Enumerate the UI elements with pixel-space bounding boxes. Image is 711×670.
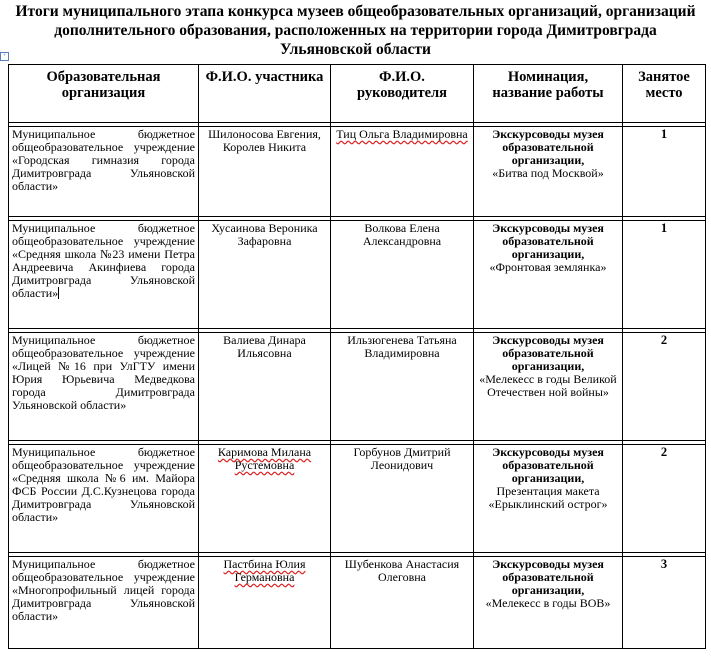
leader-cell: Ильзюгенева Татьяна Владимировна: [331, 333, 474, 441]
participant-name: Каримова Милана Рустемовна: [217, 445, 312, 472]
table-header-row: [9, 65, 706, 123]
title-line-1: Итоги муниципального этапа конкурса музеев общеобразовательных организаций, организаций: [15, 3, 696, 20]
table-row: [9, 445, 706, 553]
nomination-title: Экскурсоводы музея образовательной организации,: [492, 127, 604, 167]
document-title: [8, 2, 703, 59]
org-cell: Муниципальное бюджетное общеобразовательное учреждение «Средняя школа №6 им. Майора ФСБ России Д.С.Кузнецова города Димитровграда Ульяновской области»: [9, 445, 199, 553]
org-cell: [9, 221, 199, 329]
table-row: [9, 221, 706, 329]
header-participant: Ф.И.О. участника: [199, 65, 331, 123]
table-row: [9, 333, 706, 441]
nomination-title: Экскурсоводы музея образовательной организации,: [492, 333, 604, 373]
leader-cell: Волкова Елена Александровна: [331, 221, 474, 329]
table-move-handle-icon[interactable]: +: [0, 52, 9, 61]
text-cursor: [58, 287, 59, 299]
participant-name: Пастбина Юлия Германовна: [223, 557, 306, 584]
nomination-title: Экскурсоводы музея образовательной организации,: [492, 557, 604, 597]
org-cell: Муниципальное бюджетное общеобразовательное учреждение «Многопрофильный лицей города Димитровграда Ульяновской области»: [9, 557, 199, 649]
leader-name: Тиц Ольга Владимировна: [336, 127, 468, 141]
results-table: [8, 64, 706, 649]
nomination-cell: [474, 221, 623, 329]
header-place: Занятое место: [623, 65, 706, 123]
org-cell: Муниципальное бюджетное общеобразовательное учреждение «Лицей №16 при УлГТУ имени Юрия Юрьевича Медведкова города Димитровграда Ульяновской области»: [9, 333, 199, 441]
place-cell: 1: [623, 127, 706, 217]
nomination-cell: [474, 445, 623, 553]
work-title: «Мелекесс в годы Великой Отечествен ной войны»: [479, 372, 617, 399]
nomination-cell: [474, 127, 623, 217]
leader-cell: Шубенкова Анастасия Олеговна: [331, 557, 474, 649]
work-title: «Мелекесс в годы ВОВ»: [485, 596, 611, 610]
nomination-cell: [474, 557, 623, 649]
leader-cell: [331, 127, 474, 217]
participant-cell: Хусаинова Вероника Зафаровна: [199, 221, 331, 329]
table-row: [9, 127, 706, 217]
table-row: [9, 557, 706, 649]
place-cell: 3: [623, 557, 706, 649]
work-title: «Фронтовая землянка»: [489, 260, 607, 274]
place-cell: 2: [623, 333, 706, 441]
participant-cell: Валиева Динара Ильясовна: [199, 333, 331, 441]
place-cell: 2: [623, 445, 706, 553]
participant-cell: [199, 445, 331, 553]
header-leader: Ф.И.О. руководителя: [331, 65, 474, 123]
participant-cell: Шилоносова Евгения, Королев Никита: [199, 127, 331, 217]
org-cell: Муниципальное бюджетное общеобразовательное учреждение «Городская гимназия города Димитровграда Ульяновской области»: [9, 127, 199, 217]
nomination-title: Экскурсоводы музея образовательной организации,: [492, 221, 604, 261]
participant-cell: [199, 557, 331, 649]
title-line-2: дополнительного образования, расположенных на территории города Димитровграда: [54, 22, 657, 39]
work-title: «Битва под Москвой»: [492, 166, 604, 180]
nomination-cell: [474, 333, 623, 441]
header-org: Образовательная организация: [9, 65, 199, 123]
place-cell: 1: [623, 221, 706, 329]
header-nomination: Номинация, название работы: [474, 65, 623, 123]
nomination-title: Экскурсоводы музея образовательной организации,: [492, 445, 604, 485]
leader-cell: Горбунов Дмитрий Леонидович: [331, 445, 474, 553]
title-line-3: Ульяновской области: [280, 41, 431, 58]
work-title: Презентация макета «Ерыклинский острог»: [488, 484, 608, 511]
org-name: Муниципальное бюджетное общеобразовательное учреждение «Средняя школа №23 имени Петра Андреевича Акинфиева города Димитровграда Ульяновской области»: [12, 221, 195, 300]
